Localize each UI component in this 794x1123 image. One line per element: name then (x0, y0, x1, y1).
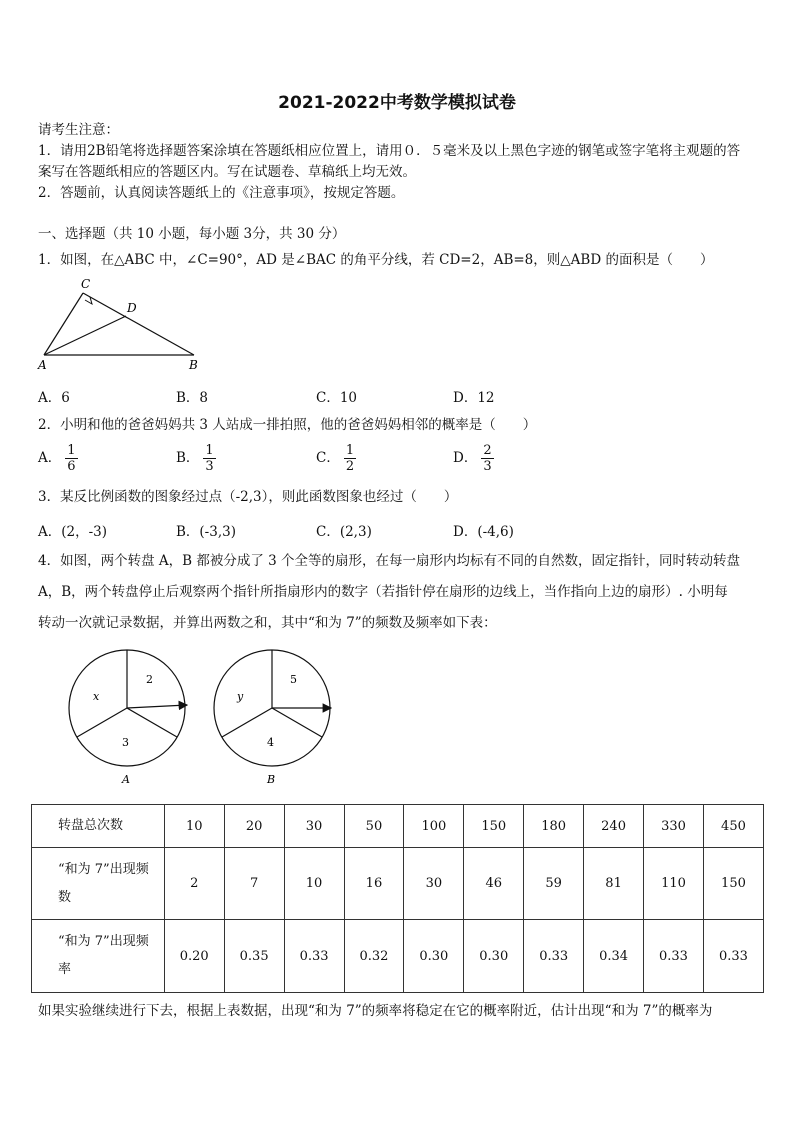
total-cell: 20 (224, 805, 284, 848)
rate-cell: 0.30 (404, 920, 464, 993)
table-row-totals (32, 805, 764, 848)
q2-option-c-den: 2 (345, 459, 355, 474)
q2-option-a-fraction (65, 443, 77, 474)
q1-label-a: A (38, 358, 47, 372)
row-label-totals: 转盘总次数 (32, 805, 165, 848)
q2-option-d-fraction (481, 443, 493, 474)
row-label-frequency-b: 数 (58, 889, 72, 905)
frequency-cell: 110 (644, 848, 704, 920)
total-cell: 100 (404, 805, 464, 848)
row-label-frequency (32, 848, 165, 920)
q2-option-b-num: 1 (205, 443, 214, 458)
q3-option-a: A．(2，-3) (38, 524, 108, 540)
total-cell: 240 (584, 805, 644, 848)
total-cell: 30 (284, 805, 344, 848)
q4-line-2: A，B，两个转盘停止后观察两个指针所指扇形内的数字（若指针停在扇形的边线上，当作指向上边的扇形）. 小明每 (38, 584, 728, 600)
spinner-b (214, 650, 331, 786)
q2-option-d-num: 2 (483, 443, 492, 458)
q4-line-3: 转动一次就记录数据，并算出两数之和，其中“和为 7”的频数及频率如下表： (38, 615, 497, 631)
frequency-cell: 59 (524, 848, 584, 920)
q3-stem: 3．某反比例函数的图象经过点（-2,3），则此函数图象也经过（ ） (38, 489, 458, 505)
total-cell: 450 (703, 805, 763, 848)
spinner-a-sector-3: 3 (122, 736, 129, 749)
section-heading: 一、选择题（共 10 小题，每小题 3分，共 30 分） (38, 226, 346, 242)
q2-option-a-letter: A． (38, 450, 62, 466)
rate-cell: 0.34 (584, 920, 644, 993)
q2-option-d (453, 443, 494, 474)
page-title: 2021-2022中考数学模拟试卷 (278, 93, 516, 113)
row-label-rate-a: “和为 7”出现频 (58, 934, 149, 949)
spinner-a-sector-2: x (93, 690, 100, 703)
q2-option-c-letter: C． (316, 450, 340, 466)
notice-line-1b: 案写在答题纸相应的答题区内。写在试题卷、草稿纸上均无效。 (38, 164, 416, 180)
table-row-rate (32, 920, 764, 993)
table-row-frequency (32, 848, 764, 920)
rate-cell: 0.33 (524, 920, 584, 993)
q1-option-b: B．8 (176, 390, 209, 406)
rate-cell: 0.20 (164, 920, 224, 993)
q3-option-b: B．(-3,3) (176, 524, 236, 540)
row-label-rate-b: 率 (58, 962, 72, 977)
frequency-cell: 81 (584, 848, 644, 920)
notice-line-2: 2．答题前，认真阅读答题纸上的《注意事项》，按规定答题。 (38, 185, 405, 201)
q2-option-a-den: 6 (67, 459, 76, 474)
q1-option-c: C．10 (316, 390, 358, 406)
rate-cell: 0.33 (644, 920, 704, 993)
row-label-rate (32, 920, 165, 993)
q1-label-b: B (189, 358, 198, 372)
frequency-cell: 30 (404, 848, 464, 920)
spinner-a-label: A (122, 773, 130, 786)
q1-triangle-figure (30, 272, 210, 372)
rate-cell: 0.33 (703, 920, 763, 993)
spinner-b-label: B (267, 773, 276, 786)
total-cell: 50 (344, 805, 404, 848)
q1-option-a: A．6 (38, 390, 70, 406)
q1-option-d: D．12 (453, 390, 495, 406)
q2-option-c-fraction (344, 443, 356, 474)
q2-stem: 2．小明和他的爸爸妈妈共 3 人站成一排拍照，他的爸爸妈妈相邻的概率是（ ） (38, 417, 537, 433)
row-label-frequency-a: “和为 7”出现频 (58, 861, 149, 877)
spinner-a (69, 650, 187, 786)
rate-cell: 0.30 (464, 920, 524, 993)
frequency-cell: 16 (344, 848, 404, 920)
total-cell: 150 (464, 805, 524, 848)
q2-option-c (316, 443, 356, 474)
q2-option-d-letter: D． (453, 450, 478, 466)
q2-option-b (176, 443, 216, 474)
q2-option-b-den: 3 (205, 459, 214, 474)
q4-line-1: 4．如图，两个转盘 A，B 都被分成了 3 个全等的扇形，在每一扇形内均标有不同的自然数，固定指针，同时转动转盘 (38, 553, 741, 569)
frequency-cell: 150 (703, 848, 763, 920)
frequency-cell: 46 (464, 848, 524, 920)
notice-heading: 请考生注意： (38, 122, 119, 138)
frequency-cell: 7 (224, 848, 284, 920)
q2-option-d-den: 3 (483, 459, 492, 474)
q4-spinners-figure (55, 645, 355, 790)
q1-label-c: C (81, 277, 91, 291)
frequency-cell: 10 (284, 848, 344, 920)
q2-option-a-num: 1 (67, 443, 76, 458)
spinner-a-sector-1: 2 (146, 673, 153, 686)
spinner-b-sector-2: y (237, 690, 244, 703)
rate-cell: 0.33 (284, 920, 344, 993)
spinner-b-sector-1: 5 (290, 673, 297, 686)
rate-cell: 0.32 (344, 920, 404, 993)
frequency-cell: 2 (164, 848, 224, 920)
rate-cell: 0.35 (224, 920, 284, 993)
q4-conclusion: 如果实验继续进行下去，根据上表数据，出现“和为 7”的频率将稳定在它的概率附近，估计出现“和为 7”的概率为 (38, 1003, 713, 1019)
total-cell: 10 (164, 805, 224, 848)
q2-option-b-fraction (203, 443, 215, 474)
q3-option-c: C．(2,3) (316, 524, 372, 540)
q2-option-a (38, 443, 78, 474)
q2-option-b-letter: B． (176, 450, 200, 466)
frequency-table (31, 804, 764, 993)
q1-label-d: D (127, 301, 137, 315)
q1-stem: 1．如图，在△ABC 中，∠C=90°，AD 是∠BAC 的角平分线，若 CD=2，AB=8，则△ABD 的面积是（ ） (38, 252, 714, 268)
total-cell: 330 (644, 805, 704, 848)
total-cell: 180 (524, 805, 584, 848)
q2-option-c-num: 1 (345, 443, 355, 458)
q3-option-d: D．(-4,6) (453, 524, 514, 540)
spinner-b-sector-3: 4 (267, 736, 274, 749)
notice-line-1a: 1．请用2B铅笔将选择题答案涂填在答题纸相应位置上，请用０．５毫米及以上黑色字迹的钢笔或签字笔将主观题的答 (38, 143, 741, 159)
